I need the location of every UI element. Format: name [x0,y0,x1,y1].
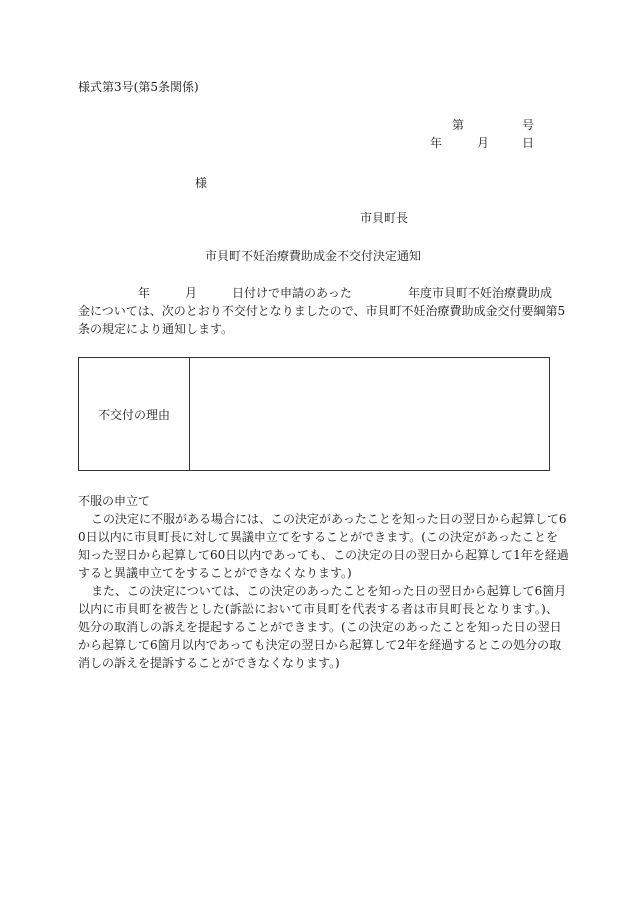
intro-year: 年 [138,286,151,300]
reason-label: 不交付の理由 [97,408,170,422]
intro-line1-middle: 日付けで申請のあった [232,286,352,300]
appeal-line: また、この決定については、この決定のあったことを知った日の翌日から起算して6箇月 [91,584,567,598]
date-month: 月 [477,136,490,150]
intro-line1-end: 年度市貝町不妊治療費助成 [408,286,553,300]
appeal-line: 以内に市貝町を被告とした(訴訟において市貝町を代表する者は市貝町長となります。)、 [78,602,558,616]
intro-line3: 条の規定により通知します。 [78,322,234,336]
reason-value-cell[interactable] [191,358,549,470]
ref-no-dai: 第 [452,118,465,132]
intro-line2: 金については、次のとおり不交付となりましたので、市貝町不妊治療費助成金交付要綱第5 [78,304,566,318]
page-title: 市貝町不妊治療費助成金不交付決定通知 [205,249,422,263]
appeal-line: 0日以内に市貝町長に対して異議申立てをすることができます。(この決定があったことを [78,530,558,544]
intro-month: 月 [185,286,198,300]
date-year: 年 [430,136,443,150]
form-number: 様式第3号(第5条関係) [78,80,199,94]
issuer: 市貝町長 [360,211,409,225]
addressee-suffix: 様 [195,176,208,190]
appeal-line: この決定に不服がある場合には、この決定があったことを知った日の翌日から起算して6 [91,512,567,526]
appeal-line: 知った翌日から起算して60日以内であっても、この決定の日の翌日から起算して1年を経過 [78,548,569,562]
ref-no-go: 号 [522,118,535,132]
reason-table [78,357,550,471]
date-day: 日 [522,136,535,150]
appeal-line: から起算して6箇月以内であっても決定の翌日から起算して2年を経過するとこの処分の取 [78,638,562,652]
appeal-line: 消しの訴えを提訴することができなくなります。) [78,656,340,670]
appeal-line: すると異議申立てをすることができなくなります。) [78,566,352,580]
appeal-line: 処分の取消しの訴えを提起することができます。(この決定のあったことを知った日の翌日 [78,620,562,634]
appeal-heading: 不服の申立て [78,494,151,508]
reason-table-divider [189,358,190,470]
